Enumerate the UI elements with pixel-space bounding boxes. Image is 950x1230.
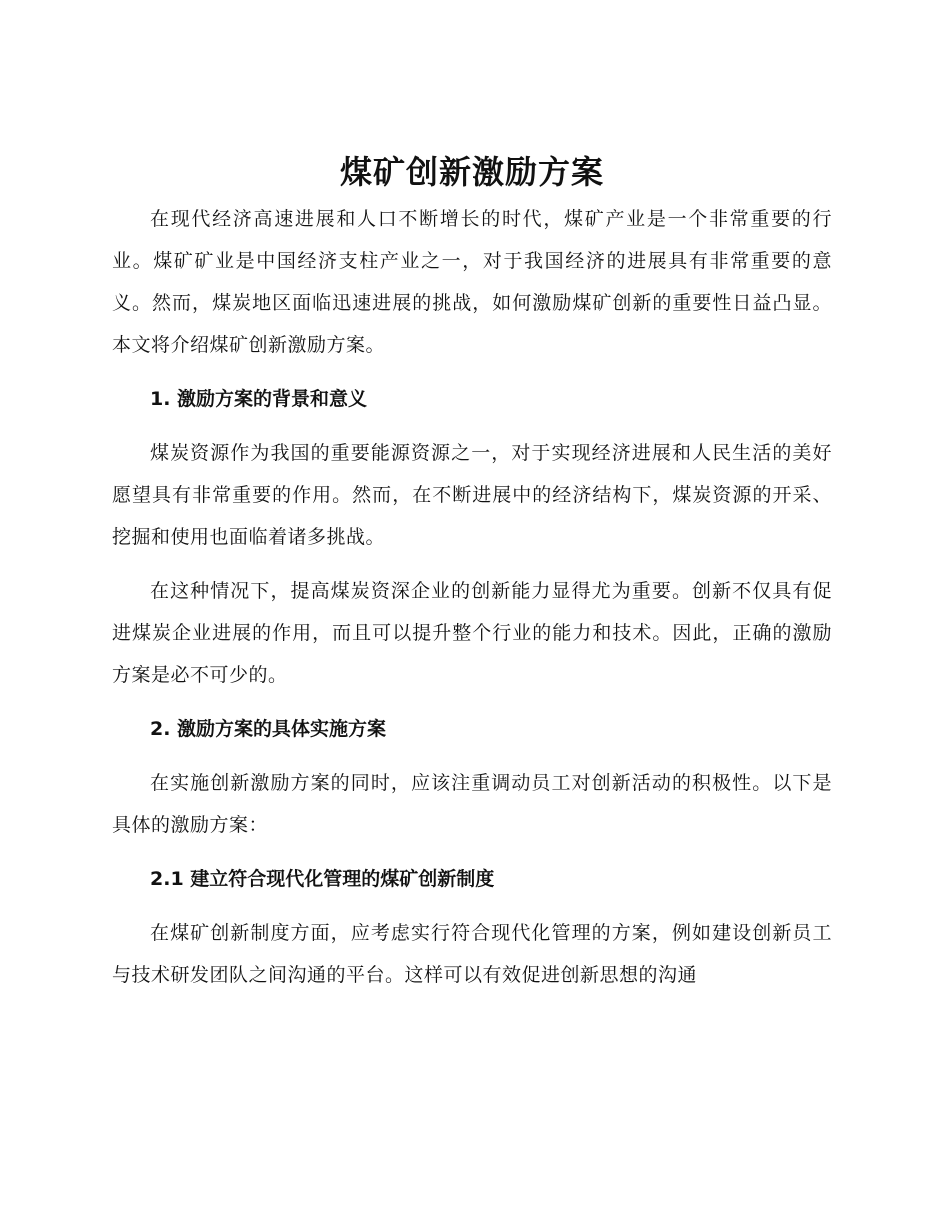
section-heading-2-1: 2.1 建立符合现代化管理的煤矿创新制度 [150, 868, 495, 890]
section-heading-2: 2. 激励方案的具体实施方案 [150, 718, 387, 740]
section-2-1-paragraph-1: 在煤矿创新制度方面，应考虑实行符合现代化管理的方案，例如建设创新员工与技术研发团队之间沟通的平台。这样可以有效促进创新思想的沟通 [112, 922, 832, 986]
section-1-paragraph-1: 煤炭资源作为我国的重要能源资源之一，对于实现经济进展和人民生活的美好愿望具有非常重要的作用。然而，在不断进展中的经济结构下，煤炭资源的开采、挖掘和使用也面临着诸多挑战。 [112, 442, 832, 548]
intro-paragraph: 在现代经济高速进展和人口不断增长的时代，煤矿产业是一个非常重要的行业。煤矿矿业是中国经济支柱产业之一，对于我国经济的进展具有非常重要的意义。然而，煤炭地区面临迅速进展的挑战，如何激励煤矿创新的重要性日益凸显。本文将介绍煤矿创新激励方案。 [112, 208, 832, 356]
section-heading-1: 1. 激励方案的背景和意义 [150, 388, 368, 410]
document-page [112, 150, 832, 1008]
section-2-paragraph-1: 在实施创新激励方案的同时，应该注重调动员工对创新活动的积极性。以下是具体的激励方案： [112, 772, 832, 836]
document-title: 煤矿创新激励方案 [339, 153, 604, 191]
section-1-paragraph-2: 在这种情况下，提高煤炭资深企业的创新能力显得尤为重要。创新不仅具有促进煤炭企业进展的作用，而且可以提升整个行业的能力和技术。因此，正确的激励方案是必不可少的。 [112, 580, 832, 686]
